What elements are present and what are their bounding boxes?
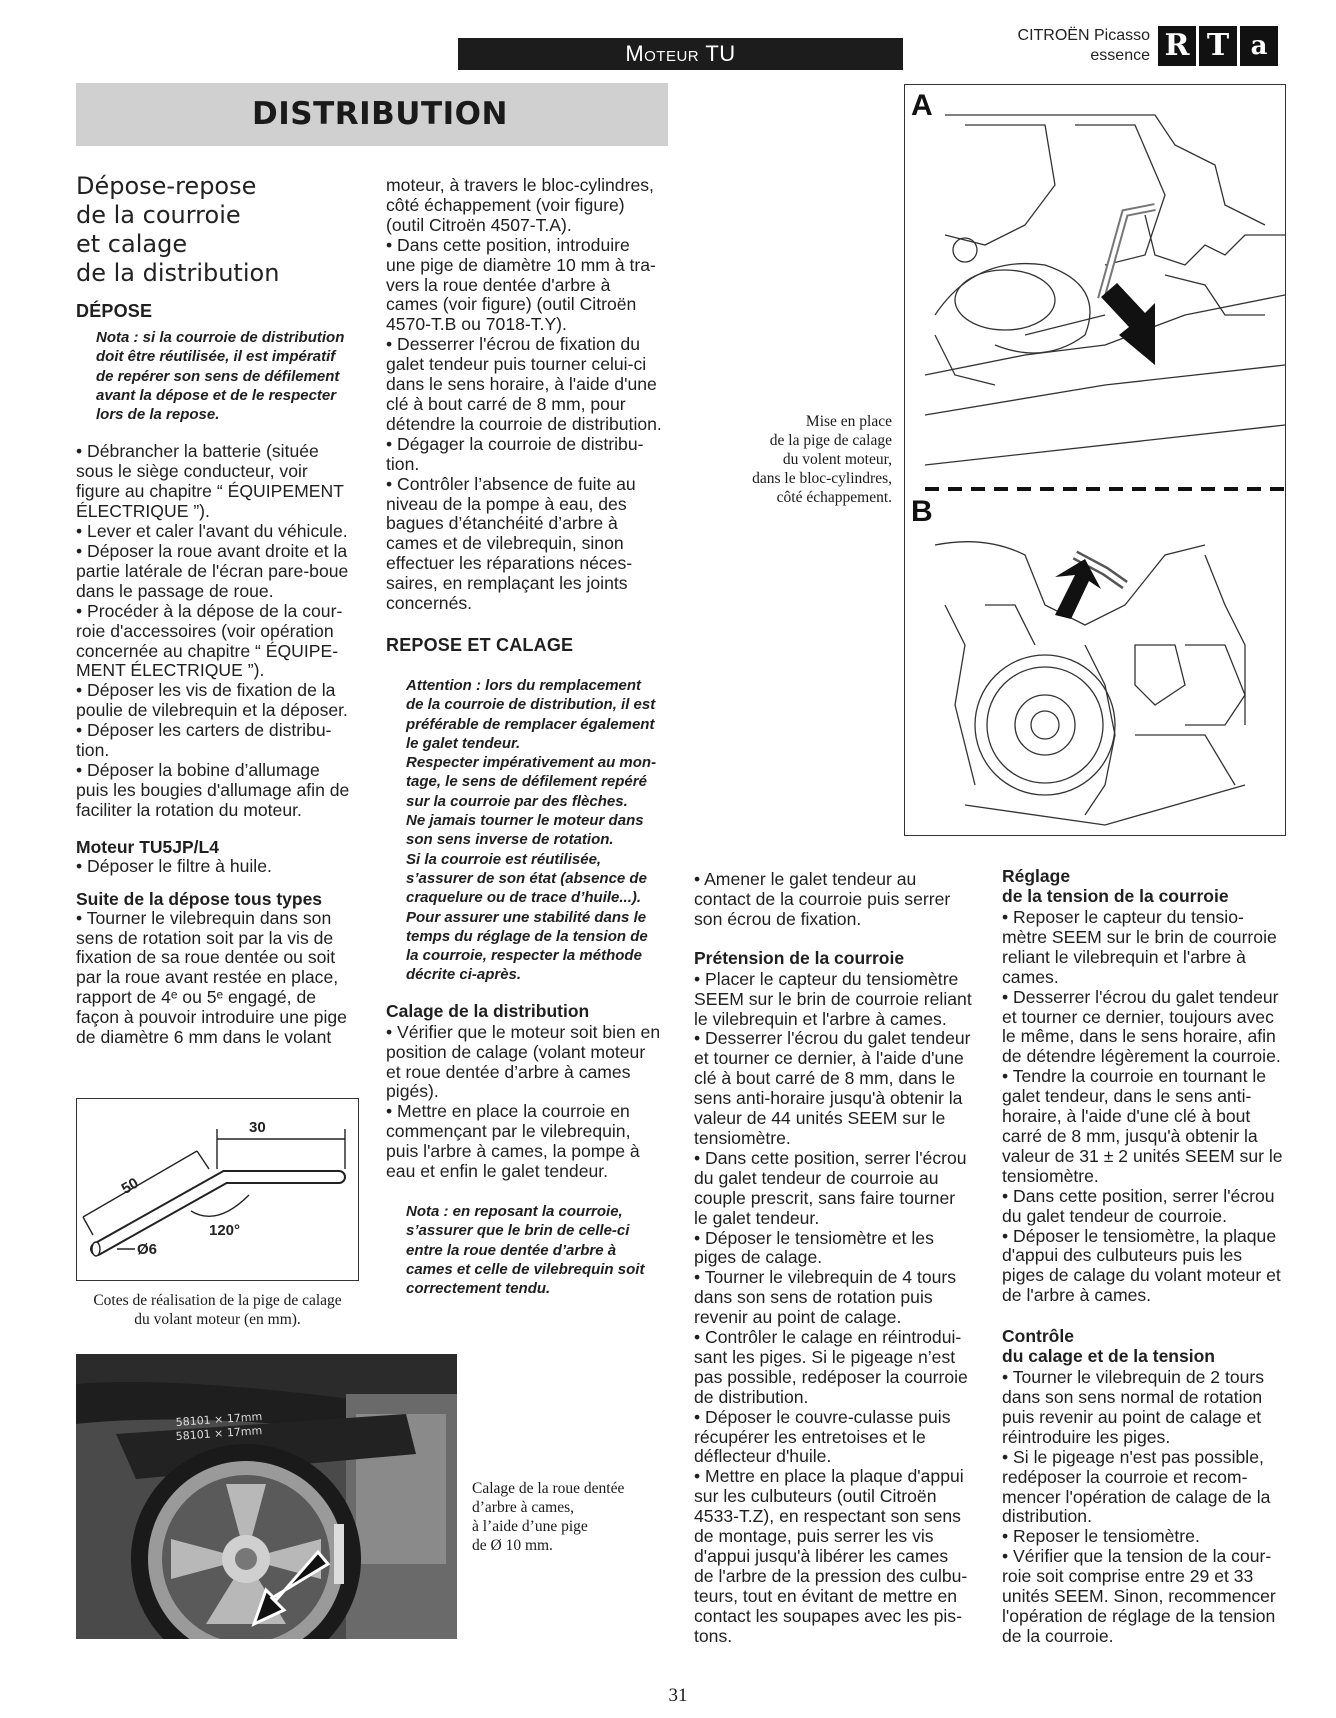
- text-line: galet tendeur puis tourner celui-ci: [386, 354, 647, 375]
- text-line: • Lever et caler l'avant du véhicule.: [76, 521, 348, 542]
- text-line: poulie de vilebrequin et la déposer.: [76, 700, 348, 721]
- text-line: • Desserrer l'écrou du galet tendeur: [694, 1028, 971, 1049]
- text-line: pas possible, redéposer la courroie: [694, 1366, 968, 1387]
- text-line: sens de rotation soit par la vis de: [76, 927, 334, 948]
- text-line: MENT ÉLECTRIQUE ”).: [76, 660, 265, 681]
- label-b: B: [911, 495, 933, 528]
- note-line: Ne jamais tourner le moteur dans: [406, 812, 644, 830]
- text-line: valeur de 44 unités SEEM sur le: [694, 1108, 946, 1129]
- text-line: piges de calage.: [694, 1247, 823, 1268]
- depose-note: [76, 328, 362, 424]
- note-line: doit être réutilisée, il est impératif: [96, 348, 336, 366]
- text-line: • Dans cette position, introduire: [386, 234, 630, 255]
- note-line: la courroie, respecter la méthode: [406, 947, 642, 965]
- text-line: 4570-T.B ou 7018-T.Y).: [386, 314, 567, 335]
- text-line: • Mettre en place la plaque d'appui: [694, 1466, 964, 1487]
- depose-heading: DÉPOSE: [76, 301, 153, 321]
- text-line: cames et de vilebrequin, sinon: [386, 533, 624, 554]
- text-line: l'opération de réglage de la tension: [1002, 1606, 1276, 1626]
- text-line: vers la roue dentée d'arbre à: [386, 274, 611, 295]
- text-line: eau et enfin le galet tendeur.: [386, 1161, 609, 1182]
- text-line: • Tourner le vilebrequin de 2 tours: [1002, 1367, 1265, 1388]
- text-line: de montage, puis serrer les vis: [694, 1526, 934, 1547]
- note-line: Si la courroie est réutilisée,: [406, 850, 602, 868]
- attention-note: [386, 676, 672, 985]
- text-line: et tourner ce dernier, toujours avec: [1002, 1006, 1274, 1027]
- text-line: clé à bout carré de 8 mm, dans le: [694, 1068, 956, 1089]
- text-line: côté échappement (voir figure): [386, 194, 625, 215]
- note-line: lors de la repose.: [96, 406, 220, 424]
- text-line: • Dans cette position, serrer l'écrou: [694, 1147, 967, 1168]
- text-line: le galet tendeur.: [694, 1207, 820, 1228]
- note-line: Nota : si la courroie de distribution: [96, 329, 345, 346]
- text-line: • Desserrer l'écrou du galet tendeur: [1002, 986, 1279, 1007]
- text-line: d'appui jusqu'à libérer les cames: [694, 1546, 949, 1566]
- pin-drawing: [77, 1099, 357, 1279]
- suite-heading: Suite de la dépose tous types: [76, 888, 323, 909]
- repose-heading: REPOSE ET CALAGE: [386, 634, 574, 655]
- text-line: • Reposer le tensiomètre.: [1002, 1526, 1200, 1547]
- note-line: préférable de remplacer également: [406, 715, 655, 733]
- note-line: correctement tendu.: [406, 1280, 551, 1298]
- text-line: • Si le pigeage n'est pas possible,: [1002, 1446, 1264, 1467]
- text-line: piges de calage du volant moteur et: [1002, 1265, 1281, 1286]
- text-line: de diamètre 6 mm dans le volant: [76, 1027, 332, 1048]
- belt-text-2: 58101 × 17mm: [175, 1423, 263, 1443]
- caption-line: à l’aide d’une pige: [472, 1518, 588, 1535]
- text-line: tensiomètre.: [1002, 1165, 1099, 1186]
- brand-line-1: CITROËN Picasso: [1017, 27, 1150, 44]
- text-line: de détendre légèrement la courroie.: [1002, 1046, 1281, 1067]
- controle-body: [1002, 1368, 1286, 1647]
- text-line: • Déposer le tensiomètre, la plaque: [1002, 1225, 1277, 1246]
- pretension-body: [694, 970, 980, 1647]
- text-line: • Tendre la courroie en tournant le: [1002, 1066, 1267, 1087]
- note-line: s’assurer que le brin de celle-ci: [406, 1222, 630, 1240]
- text-line: partie latérale de l'écran pare-boue: [76, 560, 349, 581]
- text-line: revenir au point de calage.: [694, 1307, 902, 1328]
- text-line: 4533-T.Z), en respectant son sens: [694, 1506, 961, 1527]
- text-line: détendre la courroie de distribution.: [386, 413, 662, 434]
- text-line: cames (voir figure) (outil Citroën: [386, 294, 637, 315]
- text-line: • Mettre en place la courroie en: [386, 1101, 630, 1122]
- column-3: [694, 870, 980, 1647]
- text-line: bagues d’étanchéité d’arbre à: [386, 513, 618, 534]
- text-line: mencer l'opération de calage de la: [1002, 1486, 1271, 1507]
- main-title-line: de la courroie: [76, 201, 241, 229]
- text-line: • Contrôler l’absence de fuite au: [386, 473, 636, 494]
- note-line: entre la roue dentée d’arbre à: [406, 1241, 617, 1259]
- brand-line-2: essence: [1090, 47, 1150, 64]
- text-line: (outil Citroën 4507-T.A).: [386, 214, 572, 235]
- text-line: • Déposer les vis de fixation de la: [76, 680, 336, 701]
- dim-50-label: 50: [118, 1174, 142, 1198]
- text-line: sant les piges. Si le pigeage n’est: [694, 1346, 956, 1367]
- note-line: de la courroie de distribution, il est: [406, 696, 656, 714]
- suite-body: [76, 909, 362, 1048]
- text-line: tensiomètre.: [694, 1127, 791, 1148]
- text-line: galet tendeur, dans le sens anti-: [1002, 1086, 1252, 1107]
- text-line: et tourner ce dernier, à l'aide d'une: [694, 1048, 964, 1069]
- text-line: reliant le vilebrequin et l'arbre à: [1002, 946, 1246, 967]
- text-line: • Déposer la bobine d’allumage: [76, 759, 320, 780]
- note-line: de repérer son sens de défilement: [96, 367, 340, 385]
- belt-text-1: 58101 × 17mm: [175, 1409, 263, 1429]
- column-4: [1002, 866, 1286, 1647]
- text-line: puis l'arbre à cames, la pompe à: [386, 1141, 640, 1162]
- main-title-line: de la distribution: [76, 259, 280, 287]
- photo-caption: [472, 1479, 672, 1555]
- diameter-label: Ø6: [137, 1241, 158, 1258]
- caption-line: Cotes de réalisation de la pige de calage: [93, 1292, 342, 1309]
- label-a: A: [911, 89, 933, 122]
- text-line: dans le passage de roue.: [76, 580, 274, 601]
- text-line: • Déposer le couvre-culasse puis: [694, 1406, 951, 1427]
- text-line: SEEM sur le brin de courroie reliant: [694, 988, 972, 1009]
- text-line: • Vérifier que le moteur soit bien en: [386, 1021, 661, 1042]
- text-line: rapport de 4ᵉ ou 5ᵉ engagé, de: [76, 987, 317, 1008]
- text-line: • Amener le galet tendeur au: [694, 869, 917, 889]
- note-line: sur la courroie par des flèches.: [406, 792, 628, 810]
- text-line: sur les culbuteurs (outil Citroën: [694, 1486, 937, 1507]
- note-line: craquelure ou de trace d’huile...).: [406, 889, 642, 907]
- text-line: sous le siège conducteur, voir: [76, 461, 308, 482]
- logo-letter-r: R: [1158, 26, 1196, 66]
- note-line: décrite ci-après.: [406, 966, 522, 984]
- text-line: contact les soupapes avec les pis-: [694, 1605, 962, 1626]
- text-line: saires, en remplaçant les joints: [386, 573, 628, 594]
- engine-drawing: [905, 85, 1285, 835]
- note-line: avant la dépose et de le respecter: [96, 386, 337, 404]
- text-line: par la roue avant restée en place,: [76, 967, 339, 988]
- text-line: le vilebrequin et l'arbre à cames.: [694, 1008, 947, 1029]
- caption-line: côté échappement.: [776, 489, 892, 506]
- text-line: concernés.: [386, 593, 473, 614]
- camshaft-photo-drawing: [76, 1354, 457, 1639]
- text-line: • Desserrer l'écrou de fixation du: [386, 334, 640, 355]
- text-line: du galet tendeur de courroie au: [694, 1167, 939, 1188]
- text-line: et roue dentée d’arbre à cames: [386, 1061, 631, 1082]
- text-line: teurs, tout en évitant de mettre en: [694, 1585, 958, 1606]
- text-line: une pige de diamètre 10 mm à tra-: [386, 254, 656, 275]
- dim-30-label: 30: [249, 1119, 266, 1136]
- text-line: récupérer les entretoises et le: [694, 1426, 926, 1447]
- calage-heading: Calage de la distribution: [386, 1000, 590, 1021]
- text-line: faciliter la rotation du moteur.: [76, 799, 302, 820]
- text-line: façon à pouvoir introduire une pige: [76, 1007, 347, 1028]
- text-line: de distribution.: [694, 1386, 809, 1407]
- reglage-heading-2: de la tension de la courroie: [1002, 886, 1229, 906]
- note-line: son sens inverse de rotation.: [406, 831, 614, 849]
- text-line: de l'arbre à cames.: [1002, 1285, 1152, 1306]
- camshaft-photo: [76, 1354, 457, 1639]
- logo-letter-t: T: [1199, 26, 1237, 66]
- column-1: [76, 172, 362, 1048]
- caption-line: Calage de la roue dentée: [472, 1480, 625, 1497]
- text-line: du galet tendeur de courroie.: [1002, 1205, 1227, 1226]
- caption-line: du volant moteur (en mm).: [134, 1311, 301, 1328]
- text-line: redéposer la courroie et recom-: [1002, 1466, 1248, 1487]
- text-line: de la courroie.: [1002, 1625, 1114, 1646]
- text-line: • Reposer le capteur du tensio-: [1002, 907, 1244, 927]
- note-line: Respecter impérativement au mon-: [406, 754, 657, 772]
- text-line: réintroduire les piges.: [1002, 1426, 1171, 1447]
- pin-caption: [76, 1291, 359, 1329]
- text-line: pigés).: [386, 1081, 439, 1102]
- engine-caption: [716, 412, 892, 507]
- caption-line: du volent moteur,: [782, 451, 892, 468]
- calage-body: [386, 1023, 672, 1182]
- text-line: niveau de la pompe à eau, des: [386, 493, 627, 514]
- text-line: mètre SEEM sur le brin de courroie: [1002, 926, 1277, 947]
- text-line: dans son sens normal de rotation: [1002, 1387, 1263, 1408]
- controle-heading-2: du calage et de la tension: [1002, 1346, 1215, 1367]
- text-line: couple prescrit, sans faire tourner: [694, 1187, 956, 1208]
- column-2: [386, 176, 672, 1298]
- main-title-line: et calage: [76, 230, 188, 258]
- col2-body: [386, 176, 672, 614]
- page-number: 31: [668, 1685, 688, 1706]
- reglage-body: [1002, 908, 1286, 1306]
- text-line: déflecteur d'huile.: [694, 1446, 832, 1467]
- tu5jp-heading: Moteur TU5JP/L4: [76, 836, 219, 857]
- text-line: unités SEEM. Sinon, recommencer: [1002, 1586, 1276, 1607]
- text-line: tons.: [694, 1625, 733, 1646]
- caption-line: de Ø 10 mm.: [472, 1537, 553, 1554]
- page-title: DISTRIBUTION: [76, 83, 668, 146]
- text-line: sens anti-horaire jusqu'à obtenir la: [694, 1088, 963, 1109]
- text-line: le même, dans le sens horaire, afin: [1002, 1026, 1276, 1047]
- note-line: tage, le sens de défilement repéré: [406, 773, 647, 791]
- text-line: • Contrôler le calage en réintrodui-: [694, 1327, 962, 1348]
- text-line: puis les bougies d'allumage afin de: [76, 779, 350, 800]
- text-line: cames.: [1002, 966, 1059, 987]
- text-line: de l'arbre de la pression des culbu-: [694, 1565, 968, 1586]
- text-line: figure au chapitre “ ÉQUIPEMENT: [76, 481, 344, 502]
- caption-line: d’arbre à cames,: [472, 1499, 574, 1516]
- text-line: • Procéder à la dépose de la cour-: [76, 600, 343, 621]
- text-line: distribution.: [1002, 1506, 1092, 1527]
- text-line: • Déposer les carters de distribu-: [76, 720, 332, 741]
- text-line: • Tourner le vilebrequin dans son: [76, 907, 332, 928]
- note-line: s’assurer de son état (absence de: [406, 869, 647, 887]
- logo-letter-a: a: [1240, 26, 1278, 66]
- text-line: dans son sens de rotation puis: [694, 1287, 933, 1308]
- note-line: Nota : en reposant la courroie,: [406, 1202, 623, 1220]
- text-line: dans le sens horaire, à l'aide d'une: [386, 374, 657, 395]
- text-line: • Tourner le vilebrequin de 4 tours: [694, 1267, 957, 1288]
- rta-logo: [1158, 26, 1278, 66]
- pretension-heading: Prétension de la courroie: [694, 947, 905, 968]
- brand-label: [1010, 26, 1150, 66]
- col3-intro: [694, 870, 980, 930]
- text-line: roie soit comprise entre 29 et 33: [1002, 1566, 1254, 1587]
- main-title: [76, 172, 362, 288]
- text-line: clé à bout carré de 8 mm, pour: [386, 393, 626, 414]
- text-line: commençant par le vilebrequin,: [386, 1121, 631, 1142]
- text-line: concernée au chapitre “ ÉQUIPE-: [76, 640, 339, 661]
- section-header-bar: Moteur TU: [458, 38, 903, 70]
- text-line: ÉLECTRIQUE ”).: [76, 501, 210, 522]
- text-line: • Dégager la courroie de distribu-: [386, 433, 644, 454]
- text-line: horaire, à l'aide d'une clé à bout: [1002, 1106, 1251, 1127]
- text-line: d'appui des culbuteurs puis les: [1002, 1245, 1243, 1266]
- text-line: • Déposer la roue avant droite et la: [76, 541, 348, 562]
- text-line: effectuer les réparations néces-: [386, 553, 633, 574]
- text-line: carré de 8 mm, jusqu'à obtenir la: [1002, 1125, 1258, 1146]
- engine-figure: [904, 84, 1286, 836]
- text-line: • Dans cette position, serrer l'écrou: [1002, 1185, 1275, 1206]
- text-line: • Déposer le tensiomètre et les: [694, 1227, 934, 1248]
- text-line: valeur de 31 ± 2 unités SEEM sur le: [1002, 1145, 1283, 1166]
- main-title-line: Dépose-repose: [76, 172, 257, 200]
- text-line: moteur, à travers le bloc-cylindres,: [386, 175, 654, 195]
- note-line: temps du réglage de la tension de: [406, 927, 648, 945]
- text-line: • Vérifier que la tension de la cour-: [1002, 1546, 1272, 1567]
- caption-line: de la pige de calage: [769, 432, 892, 449]
- text-line: son écrou de fixation.: [694, 908, 862, 929]
- note-line: Pour assurer une stabilité dans le: [406, 908, 647, 926]
- caption-line: Mise en place: [805, 413, 892, 430]
- tu5jp-body: • Déposer le filtre à huile.: [76, 855, 272, 876]
- text-line: position de calage (volant moteur: [386, 1041, 646, 1062]
- depose-steps: [76, 442, 362, 820]
- text-line: tion.: [386, 453, 420, 474]
- note-line: Attention : lors du remplacement: [406, 676, 642, 694]
- repose-note: [386, 1202, 672, 1298]
- text-line: tion.: [76, 740, 110, 761]
- text-line: contact de la courroie puis serrer: [694, 888, 951, 909]
- reglage-heading: Réglage: [1002, 866, 1071, 886]
- pin-dimension-figure: [76, 1098, 359, 1281]
- note-line: le galet tendeur.: [406, 734, 521, 752]
- text-line: puis revenir au point de calage et: [1002, 1406, 1262, 1427]
- text-line: roie d'accessoires (voir opération: [76, 620, 334, 641]
- text-line: fixation de sa roue dentée ou soit: [76, 947, 336, 968]
- note-line: cames et celle de vilebrequin soit: [406, 1260, 645, 1278]
- caption-line: dans le bloc-cylindres,: [752, 470, 892, 487]
- text-line: • Placer le capteur du tensiomètre: [694, 968, 959, 989]
- text-line: • Débrancher la batterie (située: [76, 441, 319, 462]
- angle-label: 120°: [209, 1222, 241, 1239]
- controle-heading: Contrôle: [1002, 1326, 1074, 1347]
